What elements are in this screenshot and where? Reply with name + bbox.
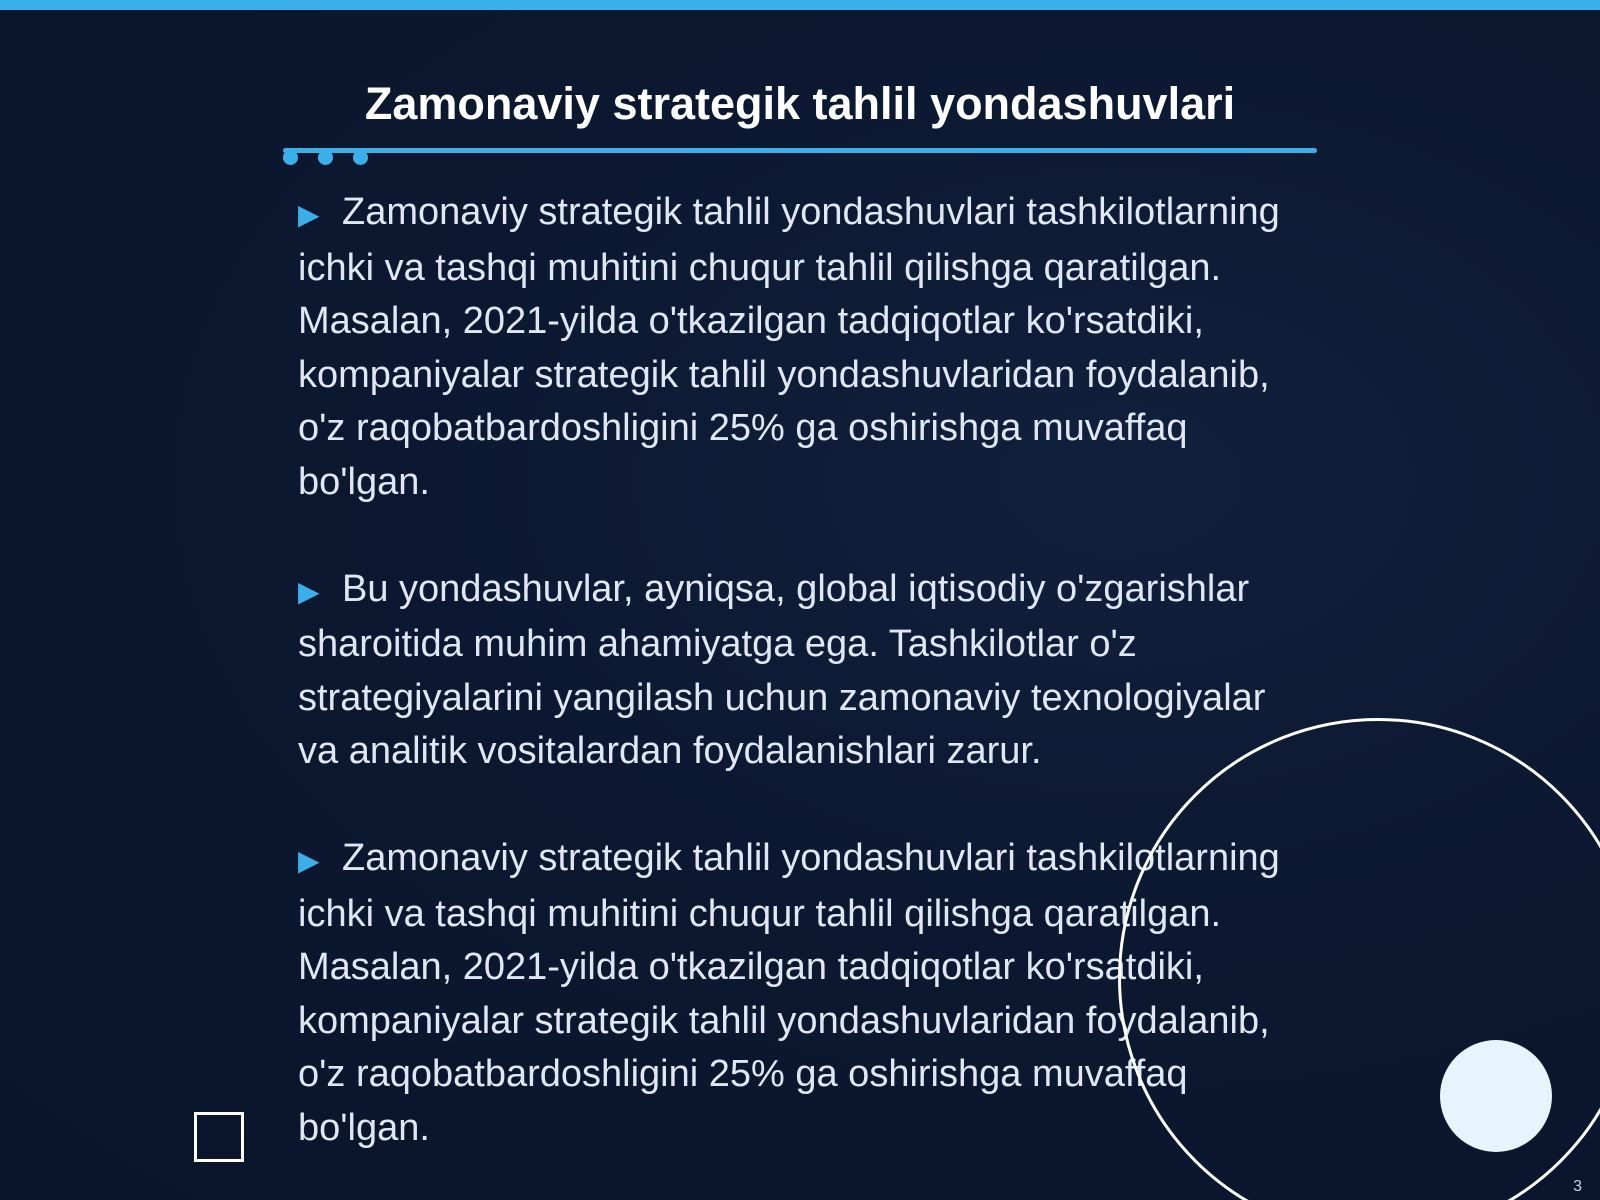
decor-circle-filled xyxy=(1440,1040,1552,1152)
decor-dot-2 xyxy=(318,150,333,165)
paragraph-2-text: Bu yondashuvlar, ayniqsa, global iqtisodiy o'zgarishlar sharoitida muhim ahamiyatga ega. Tashkilotlar o'z strategiyalarini yangilash uchun zamonaviy texnologiyalar va analitik vositalardan foydalanishlari zarur. xyxy=(298,567,1266,772)
decor-dot-3 xyxy=(353,150,368,165)
paragraph-2 xyxy=(298,563,1298,779)
paragraph-1-text: Zamonaviy strategik tahlil yondashuvlari tashkilotlarning ichki va tashqi muhitini chuqur tahlil qilishga qaratilgan. Masalan, 2021-yilda o'tkazilgan tadqiqotlar ko'rsatdiki, kompaniyalar strategik tahlil yondashuvlaridan foydalanib, o'z raqobatbardoshligini 25% ga oshirishga muvaffaq bo'lgan. xyxy=(298,191,1280,503)
triangle-right-icon: ▶ xyxy=(298,845,320,876)
decor-square-outline xyxy=(194,1112,244,1162)
decor-dot-1 xyxy=(283,150,298,165)
page-number: 3 xyxy=(1573,1178,1582,1195)
top-accent-bar xyxy=(0,0,1600,10)
triangle-right-icon: ▶ xyxy=(298,575,320,607)
paragraph-1 xyxy=(298,186,1298,509)
slide-title: Zamonaviy strategik tahlil yondashuvlari xyxy=(364,78,1236,129)
title-underline xyxy=(283,148,1317,153)
paragraph-3-text: Zamonaviy strategik tahlil yondashuvlari tashkilotlarning ichki va tashqi muhitini chuqur tahlil qilishga qaratilgan. Masalan, 2021-yilda o'tkazilgan tadqiqotlar ko'rsatdiki, kompaniyalar strategik tahlil yondashuvlaridan foydalanib, o'z raqobatbardoshligini 25% ga oshirishga muvaffaq bo'lgan. xyxy=(298,837,1280,1149)
triangle-right-icon: ▶ xyxy=(298,199,320,230)
